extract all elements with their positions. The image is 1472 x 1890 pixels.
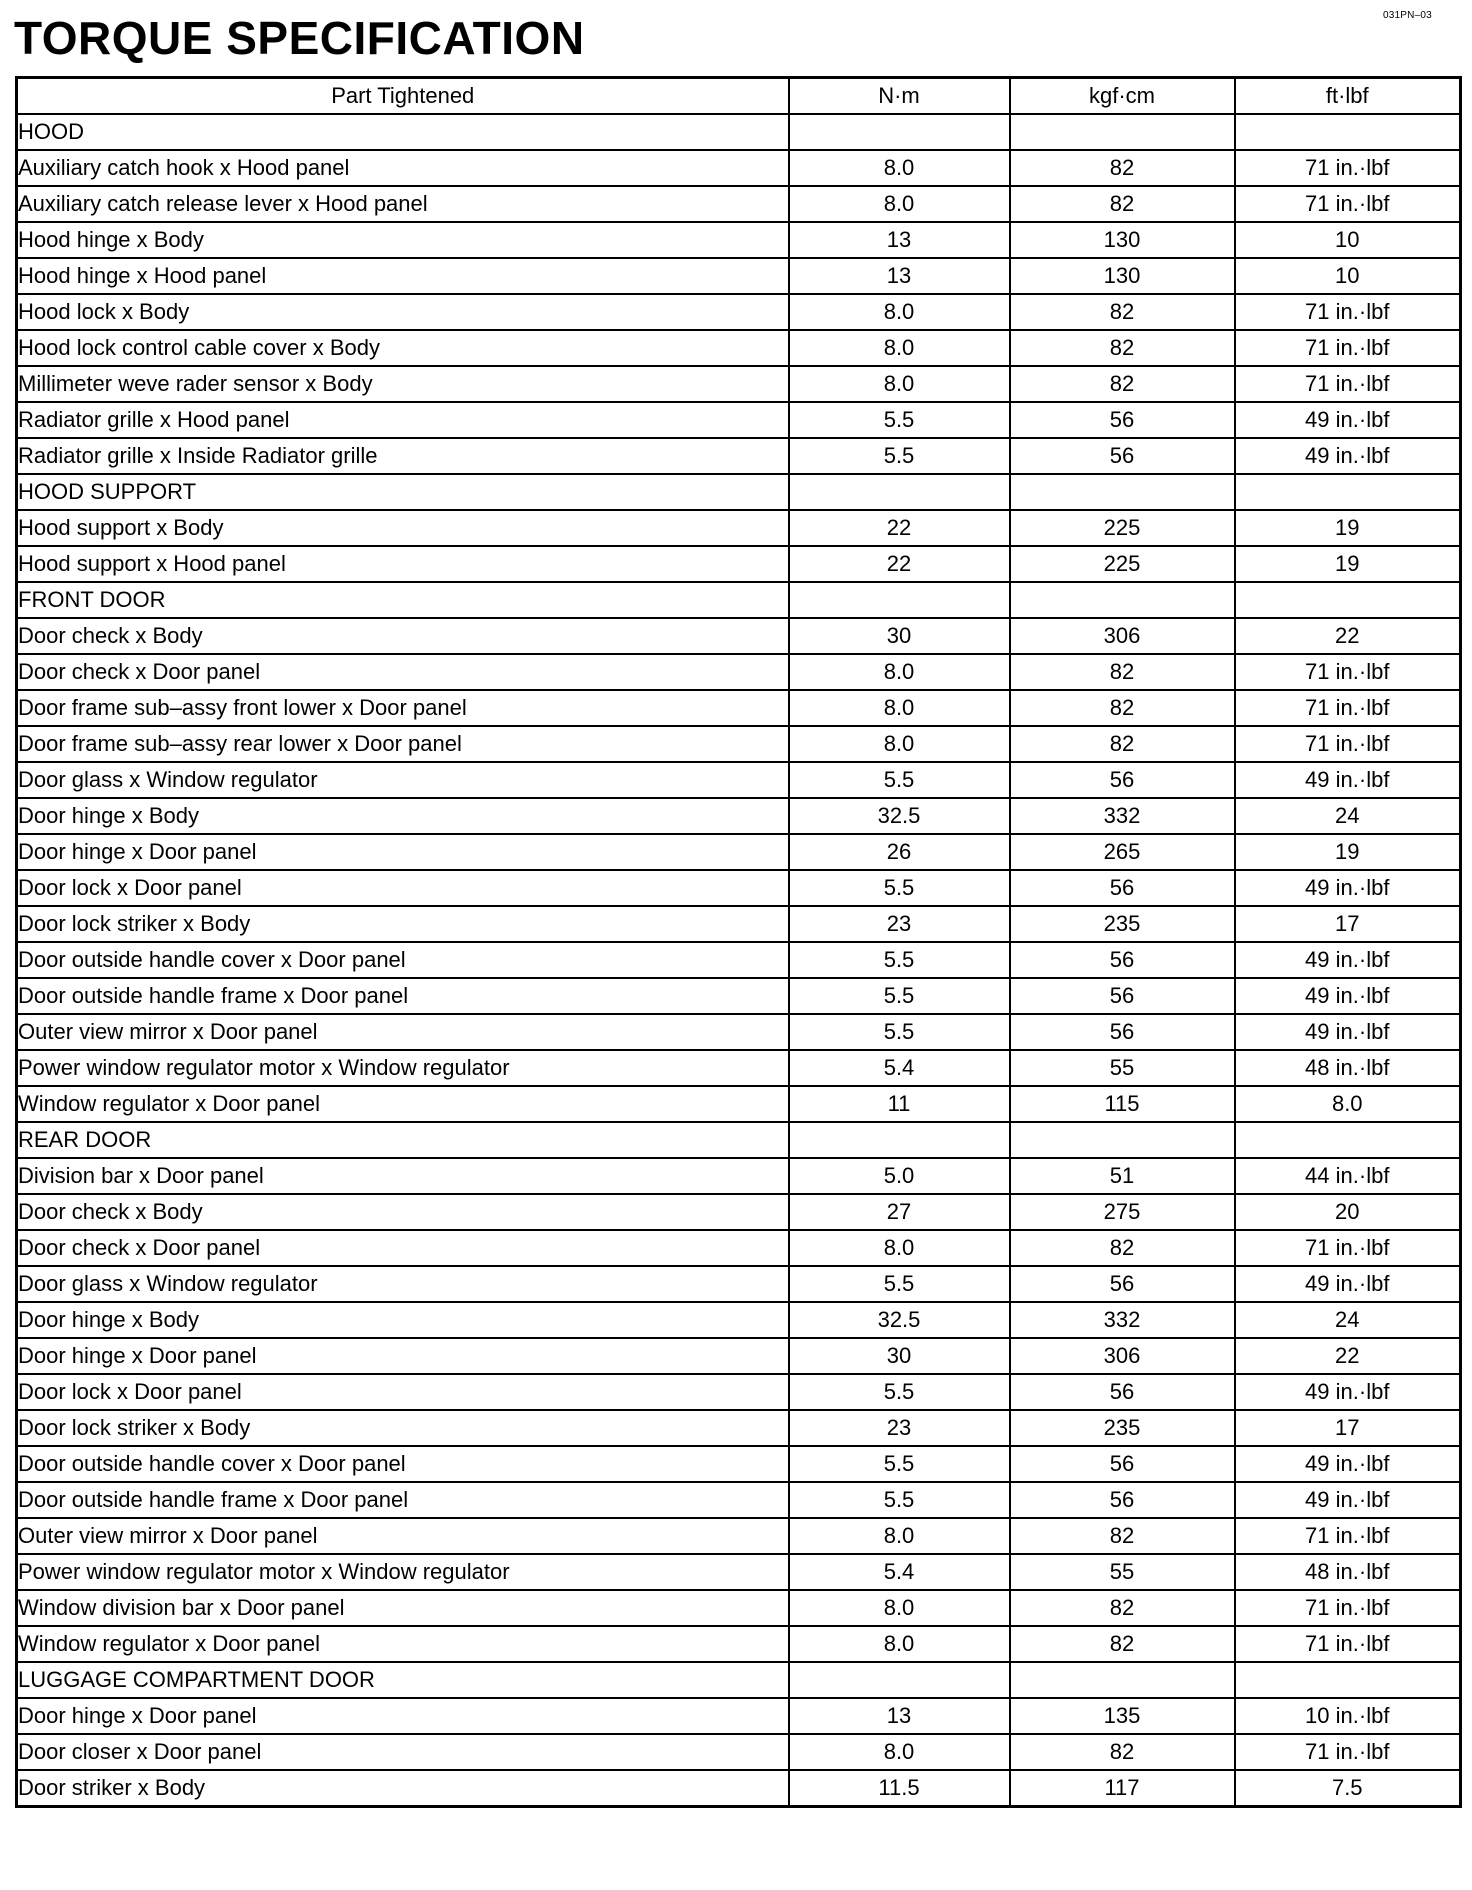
part-tightened-cell: Power window regulator motor x Window regulator bbox=[17, 1554, 789, 1590]
table-row bbox=[17, 1410, 1461, 1446]
header-ft-lbf: ft·lbf bbox=[1235, 78, 1461, 115]
ft-lbf-cell: 49 in.·lbf bbox=[1235, 402, 1461, 438]
nm-cell: 5.0 bbox=[789, 1158, 1010, 1194]
nm-cell: 22 bbox=[789, 546, 1010, 582]
nm-cell: 23 bbox=[789, 1410, 1010, 1446]
kgf-cm-cell: 235 bbox=[1010, 1410, 1235, 1446]
part-tightened-cell: Window division bar x Door panel bbox=[17, 1590, 789, 1626]
kgf-cm-cell: 82 bbox=[1010, 690, 1235, 726]
kgf-cm-cell: 82 bbox=[1010, 330, 1235, 366]
table-row bbox=[17, 1374, 1461, 1410]
part-tightened-cell: Hood support x Body bbox=[17, 510, 789, 546]
part-tightened-cell: Door hinge x Door panel bbox=[17, 834, 789, 870]
kgf-cm-cell: 235 bbox=[1010, 906, 1235, 942]
ft-lbf-cell: 71 in.·lbf bbox=[1235, 330, 1461, 366]
section-row bbox=[17, 114, 1461, 150]
ft-lbf-cell: 24 bbox=[1235, 798, 1461, 834]
part-tightened-cell: Door frame sub–assy rear lower x Door panel bbox=[17, 726, 789, 762]
kgf-cm-cell: 115 bbox=[1010, 1086, 1235, 1122]
nm-cell: 8.0 bbox=[789, 1626, 1010, 1662]
nm-cell: 5.5 bbox=[789, 762, 1010, 798]
kgf-cm-cell: 82 bbox=[1010, 1626, 1235, 1662]
page-title: TORQUE SPECIFICATION bbox=[14, 12, 585, 64]
nm-cell: 5.5 bbox=[789, 1482, 1010, 1518]
kgf-cm-cell: 82 bbox=[1010, 1590, 1235, 1626]
kgf-cm-cell: 275 bbox=[1010, 1194, 1235, 1230]
nm-cell: 8.0 bbox=[789, 1734, 1010, 1770]
table-row bbox=[17, 150, 1461, 186]
table-row bbox=[17, 942, 1461, 978]
part-tightened-cell: Door check x Door panel bbox=[17, 1230, 789, 1266]
empty-cell bbox=[789, 1122, 1010, 1158]
nm-cell: 8.0 bbox=[789, 186, 1010, 222]
part-tightened-cell: Millimeter weve rader sensor x Body bbox=[17, 366, 789, 402]
nm-cell: 8.0 bbox=[789, 1518, 1010, 1554]
kgf-cm-cell: 56 bbox=[1010, 978, 1235, 1014]
table-row bbox=[17, 618, 1461, 654]
ft-lbf-cell: 71 in.·lbf bbox=[1235, 1734, 1461, 1770]
table-row bbox=[17, 762, 1461, 798]
empty-cell bbox=[1010, 474, 1235, 510]
table-row bbox=[17, 1086, 1461, 1122]
empty-cell bbox=[789, 582, 1010, 618]
part-tightened-cell: Outer view mirror x Door panel bbox=[17, 1518, 789, 1554]
section-title: HOOD bbox=[17, 114, 789, 150]
nm-cell: 11 bbox=[789, 1086, 1010, 1122]
empty-cell bbox=[1235, 114, 1461, 150]
nm-cell: 5.4 bbox=[789, 1050, 1010, 1086]
ft-lbf-cell: 20 bbox=[1235, 1194, 1461, 1230]
kgf-cm-cell: 56 bbox=[1010, 1374, 1235, 1410]
empty-cell bbox=[1235, 1662, 1461, 1698]
part-tightened-cell: Door lock x Door panel bbox=[17, 1374, 789, 1410]
ft-lbf-cell: 49 in.·lbf bbox=[1235, 762, 1461, 798]
table-row bbox=[17, 1266, 1461, 1302]
ft-lbf-cell: 71 in.·lbf bbox=[1235, 654, 1461, 690]
part-tightened-cell: Door closer x Door panel bbox=[17, 1734, 789, 1770]
section-row bbox=[17, 582, 1461, 618]
table-row bbox=[17, 546, 1461, 582]
ft-lbf-cell: 49 in.·lbf bbox=[1235, 978, 1461, 1014]
nm-cell: 8.0 bbox=[789, 330, 1010, 366]
document-code: 031PN–03 bbox=[1383, 10, 1432, 21]
part-tightened-cell: Window regulator x Door panel bbox=[17, 1626, 789, 1662]
nm-cell: 30 bbox=[789, 1338, 1010, 1374]
kgf-cm-cell: 306 bbox=[1010, 618, 1235, 654]
section-title: HOOD SUPPORT bbox=[17, 474, 789, 510]
ft-lbf-cell: 22 bbox=[1235, 1338, 1461, 1374]
nm-cell: 22 bbox=[789, 510, 1010, 546]
table-row bbox=[17, 186, 1461, 222]
kgf-cm-cell: 117 bbox=[1010, 1770, 1235, 1807]
table-row bbox=[17, 1626, 1461, 1662]
kgf-cm-cell: 265 bbox=[1010, 834, 1235, 870]
ft-lbf-cell: 8.0 bbox=[1235, 1086, 1461, 1122]
header-part-tightened: Part Tightened bbox=[17, 78, 789, 115]
kgf-cm-cell: 56 bbox=[1010, 1446, 1235, 1482]
part-tightened-cell: Hood support x Hood panel bbox=[17, 546, 789, 582]
nm-cell: 13 bbox=[789, 222, 1010, 258]
kgf-cm-cell: 56 bbox=[1010, 870, 1235, 906]
part-tightened-cell: Door check x Body bbox=[17, 618, 789, 654]
ft-lbf-cell: 17 bbox=[1235, 906, 1461, 942]
part-tightened-cell: Door hinge x Door panel bbox=[17, 1338, 789, 1374]
nm-cell: 8.0 bbox=[789, 366, 1010, 402]
ft-lbf-cell: 7.5 bbox=[1235, 1770, 1461, 1807]
table-row bbox=[17, 1698, 1461, 1734]
ft-lbf-cell: 49 in.·lbf bbox=[1235, 942, 1461, 978]
table-row bbox=[17, 1770, 1461, 1807]
nm-cell: 5.5 bbox=[789, 1266, 1010, 1302]
kgf-cm-cell: 82 bbox=[1010, 294, 1235, 330]
part-tightened-cell: Hood hinge x Body bbox=[17, 222, 789, 258]
section-title: LUGGAGE COMPARTMENT DOOR bbox=[17, 1662, 789, 1698]
kgf-cm-cell: 135 bbox=[1010, 1698, 1235, 1734]
ft-lbf-cell: 48 in.·lbf bbox=[1235, 1554, 1461, 1590]
nm-cell: 13 bbox=[789, 1698, 1010, 1734]
part-tightened-cell: Radiator grille x Hood panel bbox=[17, 402, 789, 438]
ft-lbf-cell: 19 bbox=[1235, 510, 1461, 546]
table-row bbox=[17, 1302, 1461, 1338]
kgf-cm-cell: 82 bbox=[1010, 150, 1235, 186]
nm-cell: 32.5 bbox=[789, 798, 1010, 834]
ft-lbf-cell: 19 bbox=[1235, 834, 1461, 870]
kgf-cm-cell: 225 bbox=[1010, 510, 1235, 546]
header-row bbox=[17, 78, 1461, 115]
ft-lbf-cell: 17 bbox=[1235, 1410, 1461, 1446]
ft-lbf-cell: 10 bbox=[1235, 222, 1461, 258]
table-row bbox=[17, 654, 1461, 690]
ft-lbf-cell: 49 in.·lbf bbox=[1235, 1266, 1461, 1302]
nm-cell: 5.5 bbox=[789, 942, 1010, 978]
part-tightened-cell: Auxiliary catch hook x Hood panel bbox=[17, 150, 789, 186]
part-tightened-cell: Door check x Door panel bbox=[17, 654, 789, 690]
part-tightened-cell: Division bar x Door panel bbox=[17, 1158, 789, 1194]
empty-cell bbox=[1010, 1122, 1235, 1158]
part-tightened-cell: Door lock x Door panel bbox=[17, 870, 789, 906]
empty-cell bbox=[789, 474, 1010, 510]
part-tightened-cell: Door outside handle cover x Door panel bbox=[17, 942, 789, 978]
kgf-cm-cell: 82 bbox=[1010, 1230, 1235, 1266]
kgf-cm-cell: 56 bbox=[1010, 402, 1235, 438]
table-row bbox=[17, 798, 1461, 834]
section-row bbox=[17, 1122, 1461, 1158]
kgf-cm-cell: 55 bbox=[1010, 1554, 1235, 1590]
nm-cell: 30 bbox=[789, 618, 1010, 654]
table-row bbox=[17, 1014, 1461, 1050]
table-row bbox=[17, 258, 1461, 294]
table-row bbox=[17, 834, 1461, 870]
kgf-cm-cell: 130 bbox=[1010, 222, 1235, 258]
nm-cell: 13 bbox=[789, 258, 1010, 294]
kgf-cm-cell: 51 bbox=[1010, 1158, 1235, 1194]
nm-cell: 11.5 bbox=[789, 1770, 1010, 1807]
table-body bbox=[17, 114, 1461, 1807]
table-row bbox=[17, 510, 1461, 546]
part-tightened-cell: Door hinge x Body bbox=[17, 1302, 789, 1338]
nm-cell: 26 bbox=[789, 834, 1010, 870]
kgf-cm-cell: 332 bbox=[1010, 1302, 1235, 1338]
nm-cell: 23 bbox=[789, 906, 1010, 942]
nm-cell: 5.5 bbox=[789, 870, 1010, 906]
part-tightened-cell: Hood hinge x Hood panel bbox=[17, 258, 789, 294]
nm-cell: 5.5 bbox=[789, 1014, 1010, 1050]
nm-cell: 5.5 bbox=[789, 438, 1010, 474]
table-row bbox=[17, 1230, 1461, 1266]
part-tightened-cell: Door lock striker x Body bbox=[17, 906, 789, 942]
section-title: FRONT DOOR bbox=[17, 582, 789, 618]
empty-cell bbox=[1235, 474, 1461, 510]
table-row bbox=[17, 366, 1461, 402]
nm-cell: 5.5 bbox=[789, 978, 1010, 1014]
part-tightened-cell: Door outside handle frame x Door panel bbox=[17, 978, 789, 1014]
part-tightened-cell: Window regulator x Door panel bbox=[17, 1086, 789, 1122]
ft-lbf-cell: 10 bbox=[1235, 258, 1461, 294]
ft-lbf-cell: 10 in.·lbf bbox=[1235, 1698, 1461, 1734]
kgf-cm-cell: 82 bbox=[1010, 654, 1235, 690]
ft-lbf-cell: 48 in.·lbf bbox=[1235, 1050, 1461, 1086]
part-tightened-cell: Power window regulator motor x Window regulator bbox=[17, 1050, 789, 1086]
ft-lbf-cell: 71 in.·lbf bbox=[1235, 726, 1461, 762]
ft-lbf-cell: 71 in.·lbf bbox=[1235, 1230, 1461, 1266]
ft-lbf-cell: 71 in.·lbf bbox=[1235, 1590, 1461, 1626]
kgf-cm-cell: 56 bbox=[1010, 1014, 1235, 1050]
ft-lbf-cell: 44 in.·lbf bbox=[1235, 1158, 1461, 1194]
kgf-cm-cell: 130 bbox=[1010, 258, 1235, 294]
kgf-cm-cell: 55 bbox=[1010, 1050, 1235, 1086]
part-tightened-cell: Door frame sub–assy front lower x Door panel bbox=[17, 690, 789, 726]
ft-lbf-cell: 71 in.·lbf bbox=[1235, 1518, 1461, 1554]
part-tightened-cell: Door striker x Body bbox=[17, 1770, 789, 1807]
part-tightened-cell: Hood lock control cable cover x Body bbox=[17, 330, 789, 366]
part-tightened-cell: Hood lock x Body bbox=[17, 294, 789, 330]
kgf-cm-cell: 56 bbox=[1010, 1482, 1235, 1518]
header-kgf-cm: kgf·cm bbox=[1010, 78, 1235, 115]
kgf-cm-cell: 225 bbox=[1010, 546, 1235, 582]
ft-lbf-cell: 22 bbox=[1235, 618, 1461, 654]
table-row bbox=[17, 222, 1461, 258]
table-row bbox=[17, 1158, 1461, 1194]
part-tightened-cell: Outer view mirror x Door panel bbox=[17, 1014, 789, 1050]
nm-cell: 5.4 bbox=[789, 1554, 1010, 1590]
nm-cell: 8.0 bbox=[789, 726, 1010, 762]
part-tightened-cell: Door hinge x Body bbox=[17, 798, 789, 834]
kgf-cm-cell: 82 bbox=[1010, 726, 1235, 762]
section-title: REAR DOOR bbox=[17, 1122, 789, 1158]
table-row bbox=[17, 402, 1461, 438]
empty-cell bbox=[1235, 1122, 1461, 1158]
part-tightened-cell: Door lock striker x Body bbox=[17, 1410, 789, 1446]
nm-cell: 8.0 bbox=[789, 654, 1010, 690]
section-row bbox=[17, 1662, 1461, 1698]
ft-lbf-cell: 71 in.·lbf bbox=[1235, 186, 1461, 222]
table-row bbox=[17, 1554, 1461, 1590]
part-tightened-cell: Door glass x Window regulator bbox=[17, 1266, 789, 1302]
kgf-cm-cell: 56 bbox=[1010, 1266, 1235, 1302]
table-row bbox=[17, 1590, 1461, 1626]
table-row bbox=[17, 1194, 1461, 1230]
section-row bbox=[17, 474, 1461, 510]
nm-cell: 27 bbox=[789, 1194, 1010, 1230]
nm-cell: 5.5 bbox=[789, 1446, 1010, 1482]
kgf-cm-cell: 56 bbox=[1010, 762, 1235, 798]
table-row bbox=[17, 1734, 1461, 1770]
kgf-cm-cell: 82 bbox=[1010, 1518, 1235, 1554]
table-row bbox=[17, 1482, 1461, 1518]
ft-lbf-cell: 71 in.·lbf bbox=[1235, 150, 1461, 186]
table-row bbox=[17, 870, 1461, 906]
ft-lbf-cell: 71 in.·lbf bbox=[1235, 690, 1461, 726]
kgf-cm-cell: 82 bbox=[1010, 366, 1235, 402]
nm-cell: 32.5 bbox=[789, 1302, 1010, 1338]
kgf-cm-cell: 306 bbox=[1010, 1338, 1235, 1374]
ft-lbf-cell: 49 in.·lbf bbox=[1235, 1014, 1461, 1050]
table-row bbox=[17, 1050, 1461, 1086]
table-row bbox=[17, 690, 1461, 726]
header-nm: N·m bbox=[789, 78, 1010, 115]
ft-lbf-cell: 71 in.·lbf bbox=[1235, 366, 1461, 402]
nm-cell: 5.5 bbox=[789, 402, 1010, 438]
kgf-cm-cell: 82 bbox=[1010, 186, 1235, 222]
ft-lbf-cell: 49 in.·lbf bbox=[1235, 1446, 1461, 1482]
part-tightened-cell: Radiator grille x Inside Radiator grille bbox=[17, 438, 789, 474]
empty-cell bbox=[1235, 582, 1461, 618]
part-tightened-cell: Door glass x Window regulator bbox=[17, 762, 789, 798]
torque-spec-table bbox=[15, 76, 1462, 1808]
table-row bbox=[17, 294, 1461, 330]
kgf-cm-cell: 56 bbox=[1010, 438, 1235, 474]
empty-cell bbox=[789, 114, 1010, 150]
part-tightened-cell: Door hinge x Door panel bbox=[17, 1698, 789, 1734]
table-row bbox=[17, 1446, 1461, 1482]
table-row bbox=[17, 1338, 1461, 1374]
kgf-cm-cell: 56 bbox=[1010, 942, 1235, 978]
part-tightened-cell: Auxiliary catch release lever x Hood panel bbox=[17, 186, 789, 222]
nm-cell: 8.0 bbox=[789, 1230, 1010, 1266]
table-row bbox=[17, 906, 1461, 942]
ft-lbf-cell: 49 in.·lbf bbox=[1235, 870, 1461, 906]
empty-cell bbox=[1010, 1662, 1235, 1698]
empty-cell bbox=[1010, 114, 1235, 150]
empty-cell bbox=[1010, 582, 1235, 618]
table-row bbox=[17, 438, 1461, 474]
nm-cell: 5.5 bbox=[789, 1374, 1010, 1410]
table-row bbox=[17, 330, 1461, 366]
table-row bbox=[17, 978, 1461, 1014]
ft-lbf-cell: 24 bbox=[1235, 1302, 1461, 1338]
part-tightened-cell: Door outside handle frame x Door panel bbox=[17, 1482, 789, 1518]
kgf-cm-cell: 332 bbox=[1010, 798, 1235, 834]
ft-lbf-cell: 71 in.·lbf bbox=[1235, 1626, 1461, 1662]
kgf-cm-cell: 82 bbox=[1010, 1734, 1235, 1770]
ft-lbf-cell: 19 bbox=[1235, 546, 1461, 582]
nm-cell: 8.0 bbox=[789, 294, 1010, 330]
table-row bbox=[17, 1518, 1461, 1554]
part-tightened-cell: Door check x Body bbox=[17, 1194, 789, 1230]
nm-cell: 8.0 bbox=[789, 690, 1010, 726]
nm-cell: 8.0 bbox=[789, 150, 1010, 186]
empty-cell bbox=[789, 1662, 1010, 1698]
ft-lbf-cell: 71 in.·lbf bbox=[1235, 294, 1461, 330]
table-row bbox=[17, 726, 1461, 762]
ft-lbf-cell: 49 in.·lbf bbox=[1235, 1482, 1461, 1518]
nm-cell: 8.0 bbox=[789, 1590, 1010, 1626]
ft-lbf-cell: 49 in.·lbf bbox=[1235, 1374, 1461, 1410]
ft-lbf-cell: 49 in.·lbf bbox=[1235, 438, 1461, 474]
part-tightened-cell: Door outside handle cover x Door panel bbox=[17, 1446, 789, 1482]
